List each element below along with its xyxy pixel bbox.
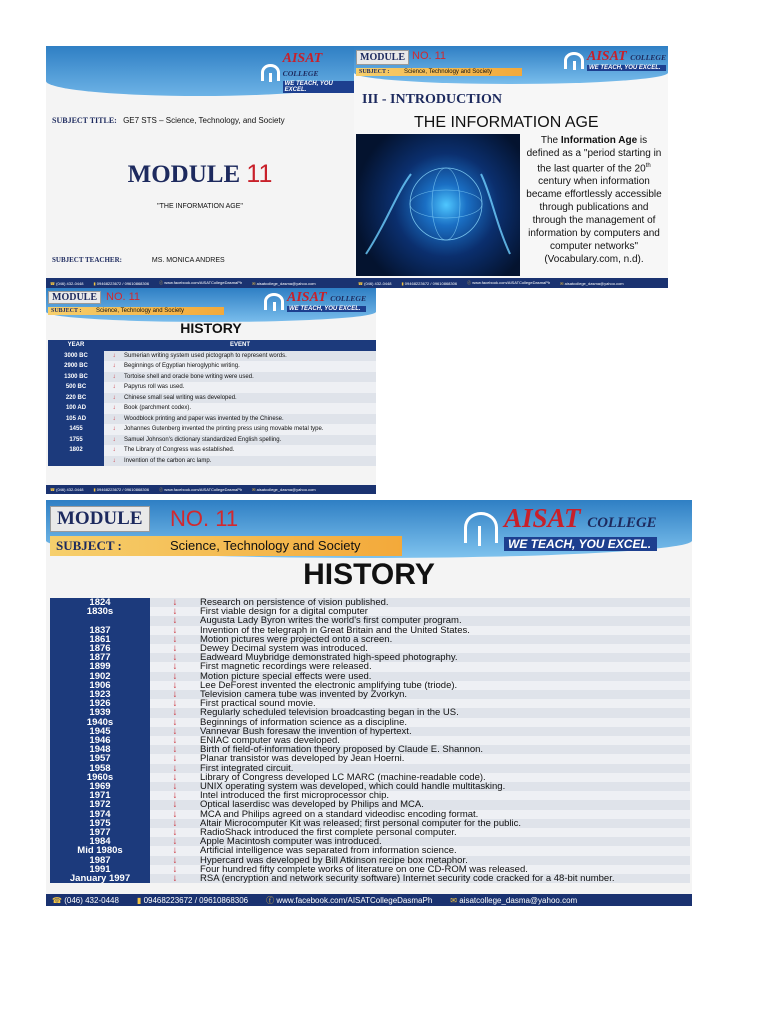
bullet-arrow-icon: ↓: [150, 782, 200, 791]
year-cell: [50, 616, 150, 625]
event-cell: First integrated circuit.: [200, 764, 690, 773]
module-number: NO. 11: [412, 50, 447, 62]
bullet-arrow-icon: ↓: [104, 424, 124, 435]
event-cell: Woodblock printing and paper was invented by the Chinese.: [124, 414, 376, 425]
footer-bar: ☎ (046) 432-0448 ▮ 09468223672 / 09610868306 ⓕ www.facebook.com/AISATCollegeDasmaPh ✉ aisatcollege_dasma@yahoo.com: [354, 278, 668, 288]
bullet-arrow-icon: ↓: [150, 653, 200, 662]
year-cell: 1969: [50, 782, 150, 791]
event-cell: Papyrus roll was used.: [124, 382, 376, 393]
college-logo: AISAT COLLEGE WE TEACH, YOU EXCEL.: [264, 291, 366, 312]
table-row: [50, 819, 690, 828]
event-cell: Birth of field-of-information theory proposed by Claude E. Shannon.: [200, 745, 690, 754]
table-row: [50, 846, 690, 855]
year-cell: 105 AD: [48, 414, 104, 425]
history-table: [48, 340, 376, 466]
event-cell: Optical laserdisc was developed by Philips and MCA.: [200, 800, 690, 809]
bullet-arrow-icon: ↓: [104, 445, 124, 456]
event-cell: Samuel Johnson's dictionary standardized English spelling.: [124, 435, 376, 446]
year-cell: 500 BC: [48, 382, 104, 393]
year-cell: [48, 456, 104, 467]
table-row: [48, 403, 376, 414]
event-cell: Regularly scheduled television broadcasting began in the US.: [200, 708, 690, 717]
event-cell: Four hundred fifty complete works of literature on one CD-ROM was released.: [200, 865, 690, 874]
subject-label: SUBJECT :: [356, 68, 522, 76]
event-cell: Lee DeForest invented the electronic amplifying tube (triode).: [200, 681, 690, 690]
bullet-arrow-icon: ↓: [150, 708, 200, 717]
event-cell: Vannevar Bush foresaw the invention of hypertext.: [200, 727, 690, 736]
bullet-arrow-icon: ↓: [104, 393, 124, 404]
bullet-arrow-icon: ↓: [104, 351, 124, 362]
history-title: HISTORY: [303, 558, 435, 591]
subject-label: SUBJECT :: [50, 536, 402, 556]
table-row: [48, 445, 376, 456]
year-cell: 1902: [50, 672, 150, 681]
digital-hands-image: [356, 134, 520, 276]
bullet-arrow-icon: ↓: [150, 607, 200, 616]
bullet-arrow-icon: ↓: [150, 690, 200, 699]
college-logo: AISAT COLLEGE WE TEACH, YOU EXCEL.: [464, 504, 657, 551]
slide-title: THE INFORMATION AGE: [414, 114, 599, 131]
bullet-arrow-icon: ↓: [104, 372, 124, 383]
year-cell: 1861: [50, 635, 150, 644]
year-cell: 1300 BC: [48, 372, 104, 383]
year-cell: 1824: [50, 598, 150, 607]
subject-text: Science, Technology and Society: [404, 69, 492, 75]
year-cell: 1971: [50, 791, 150, 800]
year-cell: 1974: [50, 810, 150, 819]
table-row: [48, 424, 376, 435]
year-cell: 1755: [48, 435, 104, 446]
year-cell: 1906: [50, 681, 150, 690]
year-cell: 1877: [50, 653, 150, 662]
year-cell: 100 AD: [48, 403, 104, 414]
bullet-arrow-icon: ↓: [150, 800, 200, 809]
table-row: [48, 393, 376, 404]
subject-label: SUBJECT :: [48, 307, 224, 315]
year-cell: 1948: [50, 745, 150, 754]
year-cell: 1926: [50, 699, 150, 708]
year-cell: 1876: [50, 644, 150, 653]
bullet-arrow-icon: ↓: [150, 819, 200, 828]
slide-introduction: [354, 46, 668, 288]
year-cell: 1945: [50, 727, 150, 736]
table-row: [50, 708, 690, 717]
subject-title-line: [52, 116, 285, 125]
event-cell: Chinese small seal writing was developed.: [124, 393, 376, 404]
year-cell: 1830s: [50, 607, 150, 616]
module-label: MODULE: [48, 291, 101, 304]
event-cell: The Library of Congress was established.: [124, 445, 376, 456]
subject-text: Science, Technology and Society: [96, 308, 184, 314]
event-cell: Television camera tube was invented by Zvorkyn.: [200, 690, 690, 699]
table-row: [50, 764, 690, 773]
year-cell: 2900 BC: [48, 361, 104, 372]
table-row: [50, 653, 690, 662]
table-row: [50, 745, 690, 754]
bullet-arrow-icon: ↓: [150, 626, 200, 635]
college-logo: AISAT COLLEGE WE TEACH, YOU EXCEL.: [261, 52, 354, 93]
table-row: [48, 414, 376, 425]
table-row: [50, 607, 690, 616]
table-row: [50, 644, 690, 653]
table-row: [50, 791, 690, 800]
year-cell: 220 BC: [48, 393, 104, 404]
bullet-arrow-icon: ↓: [150, 837, 200, 846]
bullet-arrow-icon: ↓: [150, 773, 200, 782]
module-number: NO. 11: [170, 506, 239, 531]
year-cell: 1802: [48, 445, 104, 456]
year-cell: 1960s: [50, 773, 150, 782]
bullet-arrow-icon: ↓: [150, 874, 200, 883]
event-cell: RadioShack introduced the first complete personal computer.: [200, 828, 690, 837]
year-cell: 1975: [50, 819, 150, 828]
table-row: [48, 435, 376, 446]
year-cell: 1939: [50, 708, 150, 717]
module-label: MODULE: [356, 50, 409, 65]
section-heading: III - INTRODUCTION: [362, 92, 503, 107]
event-cell: Tortoise shell and oracle bone writing were used.: [124, 372, 376, 383]
bullet-arrow-icon: ↓: [104, 403, 124, 414]
table-row: [48, 372, 376, 383]
table-row: [50, 718, 690, 727]
event-cell: Eadweard Muybridge demonstrated high-speed photography.: [200, 653, 690, 662]
bullet-arrow-icon: ↓: [150, 828, 200, 837]
year-cell: 1984: [50, 837, 150, 846]
table-row: [48, 382, 376, 393]
year-cell: 1899: [50, 662, 150, 671]
table-row: [50, 828, 690, 837]
year-cell: 1987: [50, 856, 150, 865]
footer-bar: ☎ (046) 432-0448 ▮ 09468223672 / 09610868306 ⓕ www.facebook.com/AISATCollegeDasmaPh ✉ aisatcollege_dasma@yahoo.com: [46, 485, 376, 494]
bullet-arrow-icon: ↓: [150, 598, 200, 607]
slide-history-early: [46, 288, 376, 494]
bullet-arrow-icon: ↓: [150, 727, 200, 736]
table-row: [50, 800, 690, 809]
event-cell: Johannes Gutenberg invented the printing press using movable metal type.: [124, 424, 376, 435]
year-cell: 1940s: [50, 718, 150, 727]
bullet-arrow-icon: ↓: [104, 435, 124, 446]
table-row: [50, 754, 690, 763]
bullet-arrow-icon: ↓: [150, 856, 200, 865]
bullet-arrow-icon: ↓: [104, 414, 124, 425]
year-cell: 3000 BC: [48, 351, 104, 362]
bullet-arrow-icon: ↓: [104, 382, 124, 393]
college-logo: AISAT COLLEGE WE TEACH, YOU EXCEL.: [564, 50, 666, 71]
event-cell: First magnetic recordings were released.: [200, 662, 690, 671]
year-cell: 1946: [50, 736, 150, 745]
table-row: [48, 351, 376, 362]
event-cell: Artificial intelligence was separated from information science.: [200, 846, 690, 855]
table-row: [50, 626, 690, 635]
bullet-arrow-icon: ↓: [150, 681, 200, 690]
year-cell: January 1997: [50, 874, 150, 883]
table-row: [50, 810, 690, 819]
table-row: [48, 456, 376, 467]
module-number: 11: [246, 160, 273, 188]
footer-bar: ☎ (046) 432-0448 ▮ 09468223672 / 09610868306 ⓕ www.facebook.com/AISATCollegeDasmaPh ✉ aisatcollege_dasma@yahoo.com: [46, 894, 692, 906]
module-label: MODULE: [50, 506, 150, 532]
slide-history-modern: [46, 500, 692, 906]
bullet-arrow-icon: ↓: [150, 791, 200, 800]
bullet-arrow-icon: ↓: [104, 456, 124, 467]
bullet-arrow-icon: ↓: [150, 736, 200, 745]
event-cell: RSA (encryption and network security software) Internet security code cracked for a 48-bit number.: [200, 874, 690, 883]
table-row: [50, 782, 690, 791]
bullet-arrow-icon: ↓: [150, 764, 200, 773]
subject-title-label: SUBJECT TITLE:: [52, 116, 117, 125]
year-cell: 1958: [50, 764, 150, 773]
table-row: [50, 856, 690, 865]
table-row: [50, 635, 690, 644]
event-cell: Research on persistence of vision published.: [200, 598, 690, 607]
table-row: [50, 874, 690, 883]
event-cell: Invention of the carbon arc lamp.: [124, 456, 376, 467]
event-cell: ENIAC computer was developed.: [200, 736, 690, 745]
year-cell: Mid 1980s: [50, 846, 150, 855]
event-cell: Invention of the telegraph in Great Britain and the United States.: [200, 626, 690, 635]
bullet-arrow-icon: ↓: [150, 635, 200, 644]
event-cell: Altair Microcomputer Kit was released; first personal computer for the public.: [200, 819, 690, 828]
event-cell: UNIX operating system was developed, which could handle multitasking.: [200, 782, 690, 791]
year-cell: 1977: [50, 828, 150, 837]
subject-text: Science, Technology and Society: [170, 538, 361, 553]
table-header-row: YEAR EVENT: [48, 340, 376, 351]
module-subtitle: "THE INFORMATION AGE": [157, 203, 243, 210]
table-row: [50, 662, 690, 671]
bullet-arrow-icon: ↓: [150, 810, 200, 819]
year-cell: 1837: [50, 626, 150, 635]
event-cell: Dewey Decimal system was introduced.: [200, 644, 690, 653]
bullet-arrow-icon: ↓: [104, 361, 124, 372]
event-cell: MCA and Philips agreed on a standard videodisc encoding format.: [200, 810, 690, 819]
event-cell: Motion picture special effects were used.: [200, 672, 690, 681]
table-row: [50, 727, 690, 736]
year-cell: 1991: [50, 865, 150, 874]
subject-title: GE7 STS – Science, Technology, and Society: [123, 116, 285, 125]
year-cell: 1957: [50, 754, 150, 763]
bullet-arrow-icon: ↓: [150, 754, 200, 763]
event-cell: Augusta Lady Byron writes the world's first computer program.: [200, 616, 690, 625]
bullet-arrow-icon: ↓: [150, 846, 200, 855]
module-number: NO. 11: [106, 291, 141, 303]
year-cell: 1923: [50, 690, 150, 699]
table-row: [50, 681, 690, 690]
bullet-arrow-icon: ↓: [150, 672, 200, 681]
event-cell: Book (parchment codex).: [124, 403, 376, 414]
bullet-arrow-icon: ↓: [150, 745, 200, 754]
event-cell: Planar transistor was developed by Jean Hoerni.: [200, 754, 690, 763]
bullet-arrow-icon: ↓: [150, 644, 200, 653]
event-cell: Apple Macintosh computer was introduced.: [200, 837, 690, 846]
year-cell: 1972: [50, 800, 150, 809]
table-row: [50, 773, 690, 782]
table-row: [50, 865, 690, 874]
table-row: [50, 616, 690, 625]
intro-paragraph: The Information Age is defined as a "period starting in the last quarter of the 20th century when information became effortlessly accessible through publications and through the management of information by computers and computer networks" (Vocabulary.com, n.d).: [526, 135, 662, 266]
module-heading: MODULE 11: [127, 160, 273, 188]
event-cell: Intel introduced the first microprocessor chip.: [200, 791, 690, 800]
event-cell: Library of Congress developed LC MARC (machine-readable code).: [200, 773, 690, 782]
history-table: [50, 598, 690, 883]
bullet-arrow-icon: ↓: [150, 616, 200, 625]
event-cell: Sumerian writing system used pictograph to represent words.: [124, 351, 376, 362]
bullet-arrow-icon: ↓: [150, 662, 200, 671]
table-row: [50, 736, 690, 745]
event-cell: Beginnings of Egyptian hieroglyphic writing.: [124, 361, 376, 372]
event-cell: Motion pictures were projected onto a screen.: [200, 635, 690, 644]
event-cell: Hypercard was developed by Bill Atkinson recipe box metaphor.: [200, 856, 690, 865]
footer-bar: ☎ (046) 432-0448 ▮ 09468223672 / 09610868306 ⓕ www.facebook.com/AISATCollegeDasmaPh ✉ aisatcollege_dasma@yahoo.com: [46, 278, 354, 288]
bullet-arrow-icon: ↓: [150, 718, 200, 727]
history-title: HISTORY: [180, 320, 242, 336]
table-row: [50, 699, 690, 708]
table-row: [50, 837, 690, 846]
teacher-line: SUBJECT TEACHER: MS. MONICA ANDRES: [52, 256, 225, 264]
bullet-arrow-icon: ↓: [150, 865, 200, 874]
event-cell: First viable design for a digital computer: [200, 607, 690, 616]
year-cell: 1455: [48, 424, 104, 435]
event-cell: Beginnings of information science as a discipline.: [200, 718, 690, 727]
bullet-arrow-icon: ↓: [150, 699, 200, 708]
slide-module-cover: [46, 46, 354, 288]
teacher-name: MS. MONICA ANDRES: [151, 257, 225, 264]
table-row: [50, 690, 690, 699]
table-row: [50, 598, 690, 607]
table-row: [50, 672, 690, 681]
table-row: [48, 361, 376, 372]
event-cell: First practical sound movie.: [200, 699, 690, 708]
